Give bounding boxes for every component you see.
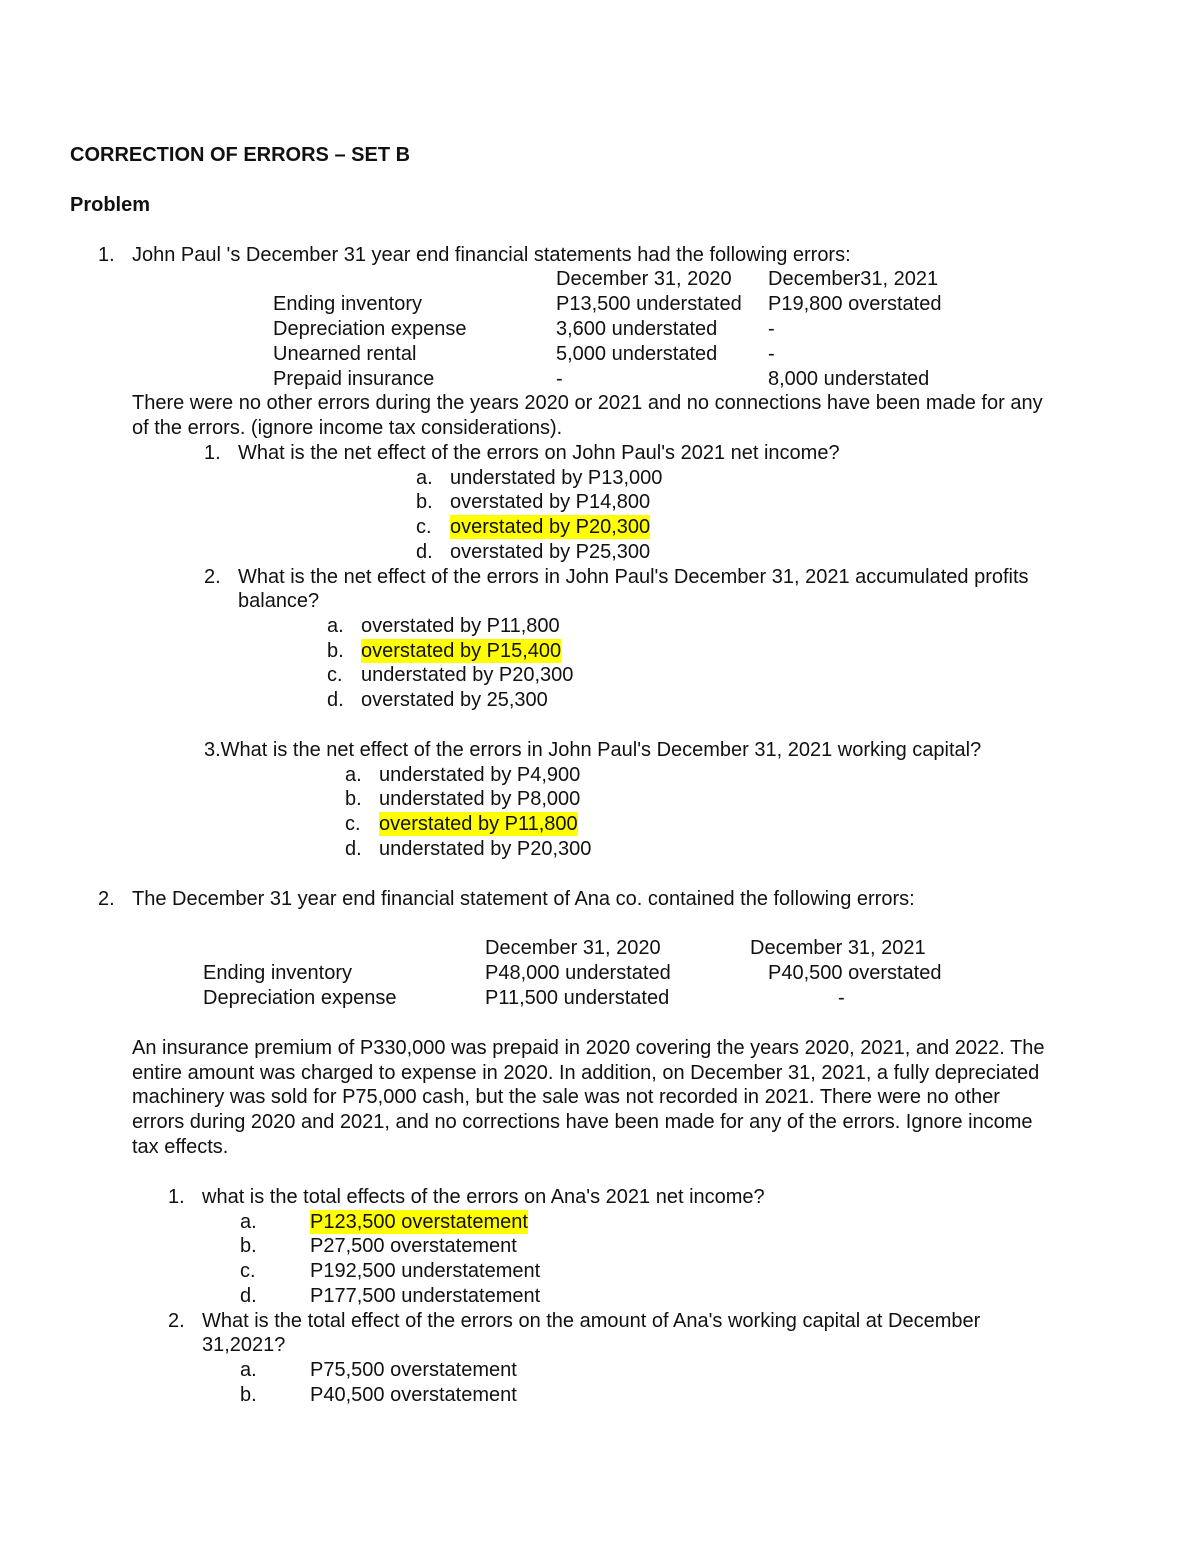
choice-letter: d. [345, 838, 362, 860]
choice-text: overstated by P14,800 [450, 491, 651, 513]
p2-paragraph-line: tax effects. [132, 1136, 229, 1158]
problem-1-number: 1. [98, 244, 115, 266]
p1-row-2020: 3,600 understated [556, 318, 718, 340]
choice-letter: d. [327, 689, 344, 711]
p1-note: of the errors. (ignore income tax considerations). [132, 417, 563, 439]
choice-letter: b. [240, 1235, 257, 1257]
p2-row-2021: - [838, 987, 845, 1009]
choice-text: P75,500 overstatement [310, 1359, 517, 1381]
choice-letter: b. [345, 788, 362, 810]
p2-paragraph-line: entire amount was charged to expense in 2020. In addition, on December 31, 2021, a fully depreciated [132, 1062, 1040, 1084]
p2-paragraph-line: An insurance premium of P330,000 was prepaid in 2020 covering the years 2020, 2021, and 2022. The [132, 1037, 1045, 1059]
choice-letter: c. [416, 516, 432, 538]
choice-text: understated by P20,300 [361, 664, 574, 686]
p1-row-item: Unearned rental [273, 343, 417, 365]
p2-row-2021: P40,500 overstated [768, 962, 942, 984]
p1-q2-text: What is the net effect of the errors in John Paul's December 31, 2021 accumulated profits [238, 566, 1029, 588]
choice-text: overstated by P11,800 [361, 615, 560, 637]
section-heading: Problem [70, 194, 151, 216]
p1-row-item: Prepaid insurance [273, 368, 435, 390]
p2-q1-number: 1. [168, 1186, 185, 1208]
p2-q1-text: what is the total effects of the errors on Ana's 2021 net income? [202, 1186, 765, 1208]
choice-letter: c. [327, 664, 343, 686]
problem-2-intro: The December 31 year end financial statement of Ana co. contained the following errors: [132, 888, 915, 910]
choice-letter: c. [240, 1260, 256, 1282]
choice-text: P27,500 overstatement [310, 1235, 517, 1257]
p1-q3-text: 3.What is the net effect of the errors in John Paul's December 31, 2021 working capital? [204, 739, 982, 761]
choice-text-highlighted: P123,500 overstatement [310, 1211, 528, 1233]
p1-row-2021: - [768, 318, 775, 340]
choice-text: understated by P20,300 [379, 838, 592, 860]
choice-text: understated by P4,900 [379, 764, 581, 786]
p1-row-item: Depreciation expense [273, 318, 467, 340]
choice-letter: a. [327, 615, 344, 637]
choice-text: P40,500 overstatement [310, 1384, 517, 1406]
p1-row-2020: - [556, 368, 563, 390]
p1-q1-number: 1. [204, 442, 221, 464]
choice-letter: b. [240, 1384, 257, 1406]
choice-text: P192,500 understatement [310, 1260, 541, 1282]
choice-text: P177,500 understatement [310, 1285, 541, 1307]
p1-row-2021: 8,000 understated [768, 368, 930, 390]
choice-letter: b. [416, 491, 433, 513]
problem-1-intro: John Paul 's December 31 year end financial statements had the following errors: [132, 244, 851, 266]
p1-q1-text: What is the net effect of the errors on John Paul's 2021 net income? [238, 442, 840, 464]
choice-text: overstated by P25,300 [450, 541, 651, 563]
choice-letter: c. [345, 813, 361, 835]
choice-letter: b. [327, 640, 344, 662]
p2-paragraph-line: errors during 2020 and 2021, and no corrections have been made for any of the errors. Ignore income [132, 1111, 1033, 1133]
choice-letter: a. [345, 764, 362, 786]
p1-col-header-2020: December 31, 2020 [556, 268, 732, 290]
choice-text: overstated by 25,300 [361, 689, 548, 711]
p1-note: There were no other errors during the years 2020 or 2021 and no connections have been made for any [132, 392, 1043, 414]
p2-row-2020: P11,500 understated [485, 987, 670, 1009]
choice-text: understated by P8,000 [379, 788, 581, 810]
p2-row-item: Ending inventory [203, 962, 352, 984]
p1-q2-text: balance? [238, 590, 320, 612]
choice-text: understated by P13,000 [450, 467, 663, 489]
p1-row-2020: 5,000 understated [556, 343, 718, 365]
choice-text-highlighted: overstated by P15,400 [361, 640, 562, 662]
p2-row-2020: P48,000 understated [485, 962, 671, 984]
choice-letter: a. [240, 1359, 257, 1381]
p1-row-2021: P19,800 overstated [768, 293, 942, 315]
p2-col-header-2020: December 31, 2020 [485, 937, 661, 959]
p1-row-item: Ending inventory [273, 293, 422, 315]
choice-letter: d. [240, 1285, 257, 1307]
p1-row-2020: P13,500 understated [556, 293, 742, 315]
p2-paragraph-line: machinery was sold for P75,000 cash, but the sale was not recorded in 2021. There were no other [132, 1086, 1000, 1108]
p2-q2-text: What is the total effect of the errors on the amount of Ana's working capital at December [202, 1310, 981, 1332]
page-title: CORRECTION OF ERRORS – SET B [70, 144, 411, 166]
p2-q2-text: 31,2021? [202, 1334, 286, 1356]
p2-q2-number: 2. [168, 1310, 185, 1332]
choice-letter: a. [240, 1211, 257, 1233]
problem-2-number: 2. [98, 888, 115, 910]
p2-row-item: Depreciation expense [203, 987, 397, 1009]
p1-q2-number: 2. [204, 566, 221, 588]
p2-col-header-2021: December 31, 2021 [750, 937, 926, 959]
choice-letter: d. [416, 541, 433, 563]
choice-text-highlighted: overstated by P20,300 [450, 516, 651, 538]
choice-text-highlighted: overstated by P11,800 [379, 813, 578, 835]
p1-row-2021: - [768, 343, 775, 365]
p1-col-header-2021: December31, 2021 [768, 268, 939, 290]
choice-letter: a. [416, 467, 433, 489]
